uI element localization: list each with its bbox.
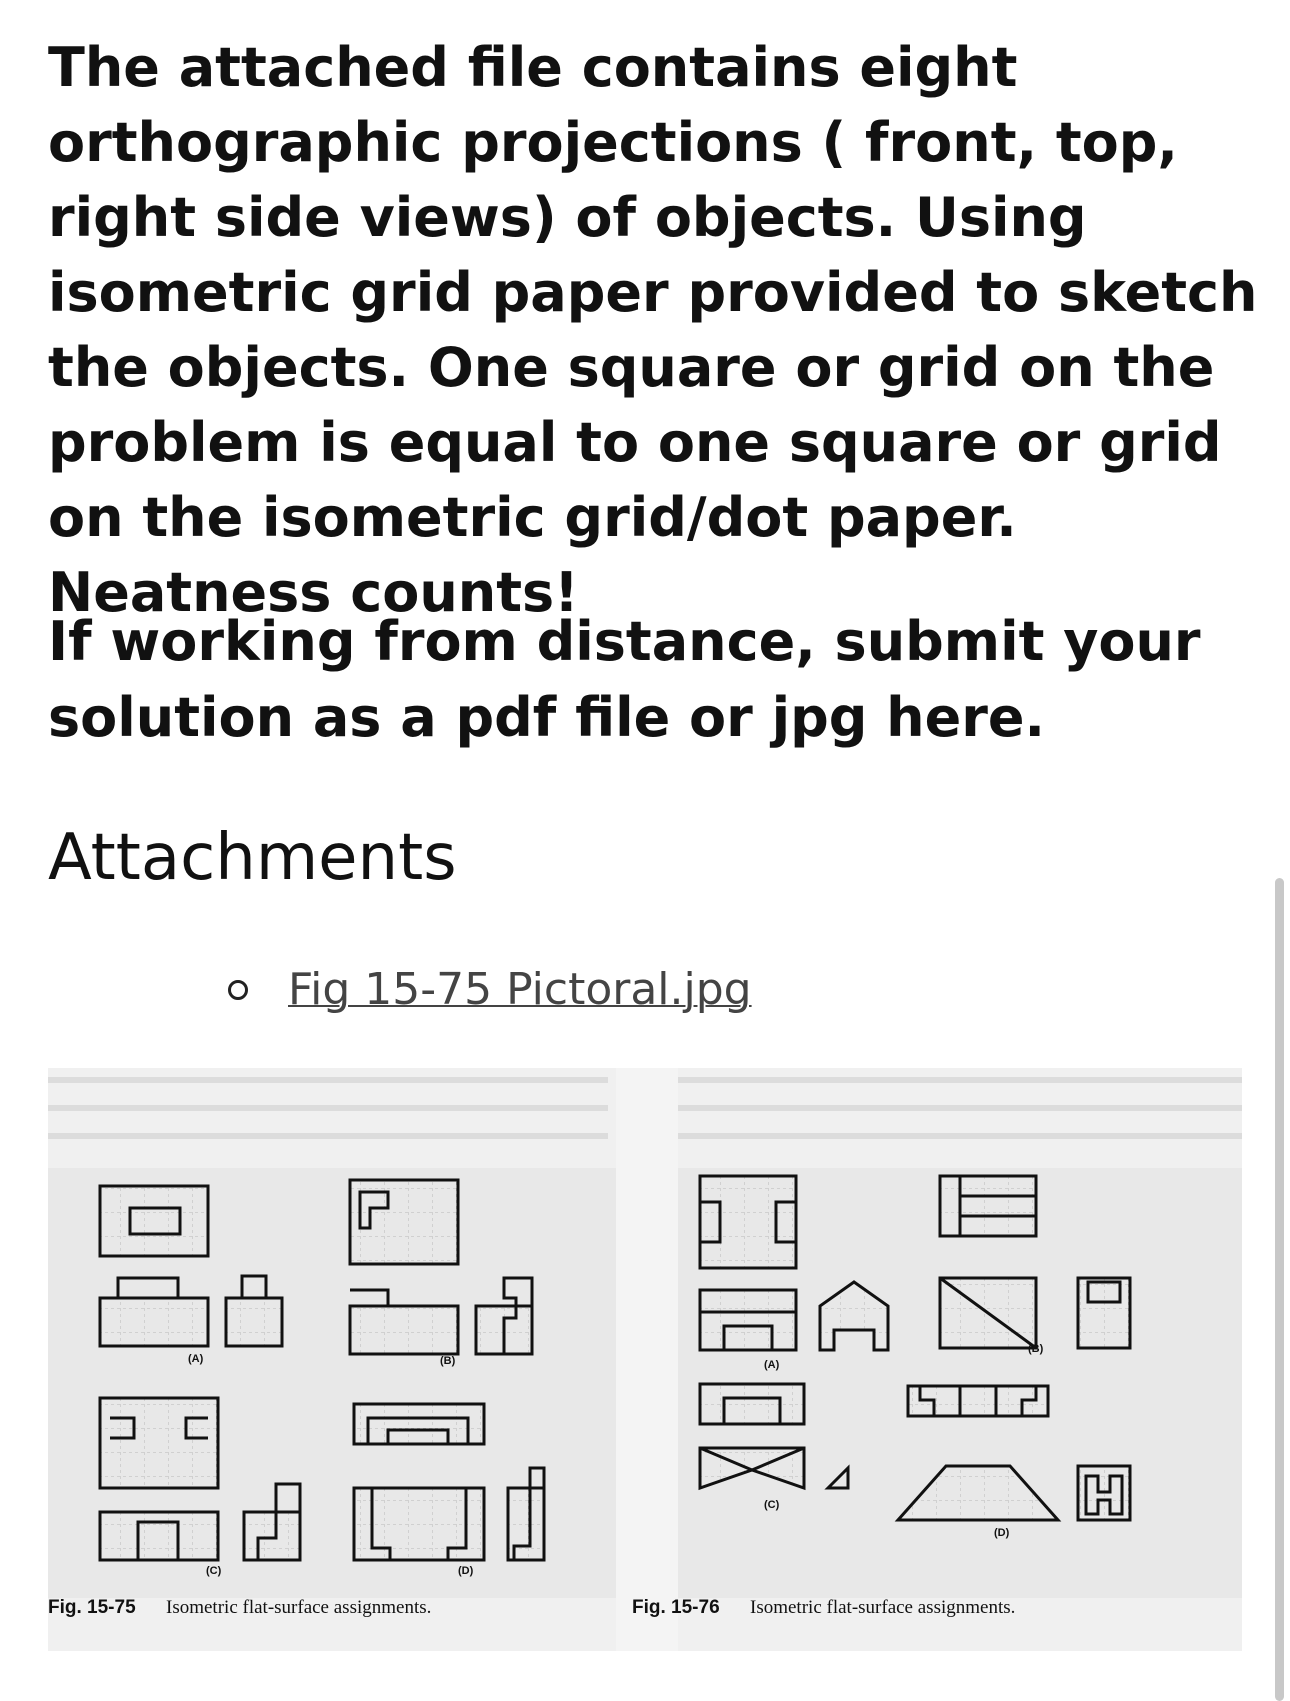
fig75-caption-text: Isometric flat-surface assignments.	[166, 1597, 432, 1618]
fig76-label-a: (A)	[764, 1359, 780, 1371]
fig76-caption-text: Isometric flat-surface assignments.	[750, 1597, 1016, 1618]
submission-note: If working from distance, submit your solution as a pdf file or jpg here.	[48, 610, 1201, 749]
attachment-link[interactable]: Fig 15-75 Pictoral.jpg	[288, 964, 752, 1015]
fig76-label-c: (C)	[764, 1499, 780, 1511]
attachments-list	[228, 964, 752, 1015]
fig76-caption-number: Fig. 15-76	[632, 1597, 720, 1618]
fig75-label-c: (C)	[206, 1565, 222, 1577]
instructions-text: The attached file contains eight orthographic projections ( front, top, right side views) of objects. Using isometric grid paper provided to sketch the objects. One square or grid on the problem is equal to one square or grid on the isometric grid/dot paper. Neatness counts!	[48, 36, 1258, 624]
attachment-image	[48, 1068, 1242, 1651]
fig76-label-d: (D)	[994, 1527, 1010, 1539]
figure-drawing	[48, 1068, 1242, 1651]
fig75-label-a: (A)	[188, 1353, 204, 1365]
attachment-item	[228, 964, 752, 1015]
fig75-label-b: (B)	[440, 1355, 456, 1367]
vertical-scrollbar[interactable]	[1275, 878, 1284, 1701]
attachments-heading: Attachments	[48, 821, 457, 895]
bullet-icon	[228, 980, 248, 1000]
fig75-caption-number: Fig. 15-75	[48, 1597, 136, 1618]
fig75-label-d: (D)	[458, 1565, 474, 1577]
fig76-label-b: (B)	[1028, 1343, 1044, 1355]
